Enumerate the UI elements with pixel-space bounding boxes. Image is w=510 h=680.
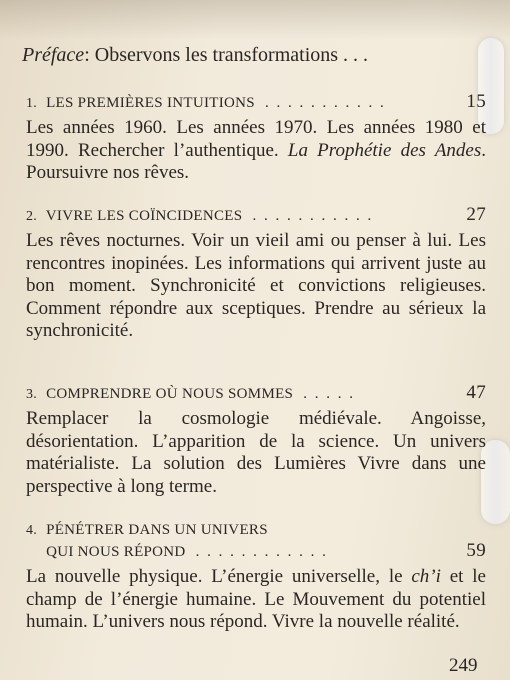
- toc-entry-chapter-1: [26, 91, 486, 185]
- preface-title: : Observons les transformations . . .: [84, 44, 369, 66]
- leader-dots: . . . . .: [303, 386, 356, 402]
- leader-dots: . . . . . . . . . . .: [265, 95, 386, 111]
- chapter-number: 1.: [26, 96, 38, 111]
- chapter-heading: [26, 522, 486, 544]
- chapter-description: Remplacer la cosmologie médiévale. Angoisse, désorientation. L’apparition de la science. Un univers matérialiste. La solution des Lumières Vivre dans une perspective à long terme.: [26, 408, 486, 497]
- page-shadow: [0, 0, 510, 40]
- chapter-description: [26, 117, 486, 185]
- chapter-page-number: 59: [466, 540, 486, 561]
- preface-line: [22, 44, 368, 67]
- chapter-heading: [26, 91, 486, 117]
- chapter-number: 4.: [26, 523, 38, 538]
- toc-entry-chapter-2: [26, 204, 486, 343]
- leader-dots: . . . . . . . . . . .: [252, 208, 374, 224]
- chapter-title: PÉNÉTRER DANS UN UNIVERS: [46, 522, 268, 538]
- description-end: . Poursuivre nos rêves.: [26, 139, 486, 183]
- chapter-description: [26, 566, 486, 634]
- chapter-title-line-2: QUI NOUS RÉPOND: [46, 544, 186, 560]
- chapter-description: Les rêves nocturnes. Voir un vieil ami ou penser à lui. Les rencontres inopinées. Les informations qui arrivent juste au bon moment. Synchronicité et convictions religieuses. Comment répondre aux sceptiques. Prendre au sérieux la synchronicité.: [26, 230, 486, 341]
- description-text: Les années 1960. Les années 1970. Les années 1980 et 1990. Rechercher l’authentique.: [26, 117, 486, 161]
- chapter-page-number: 27: [466, 204, 486, 225]
- chapter-title: LES PREMIÈRES INTUITIONS: [46, 95, 255, 111]
- chapter-number: 2.: [26, 209, 38, 224]
- chapter-title: VIVRE LES COÏNCIDENCES: [45, 208, 243, 224]
- description-start: La nouvelle physique. L’énergie universelle, le: [26, 566, 412, 587]
- preface-label: Préface: [22, 44, 85, 66]
- chapter-heading: [26, 382, 486, 408]
- chapter-number: 3.: [26, 387, 38, 402]
- description-italic: La Prophétie des Andes: [287, 139, 482, 161]
- toc-entry-chapter-4: [26, 522, 486, 634]
- chapter-heading-line-2: [26, 540, 486, 566]
- description-text: et le champ de l’énergie humaine. Le Mouvement du potentiel humain. L’univers nous répond. Vivre la nouvelle réalité.: [26, 566, 486, 632]
- chapter-page-number: 15: [466, 91, 486, 112]
- toc-entry-chapter-3: [26, 382, 486, 498]
- leader-dots: . . . . . . . . . . . .: [195, 544, 328, 560]
- folio-page-number: 249: [449, 655, 478, 676]
- chapter-title: COMPRENDRE OÙ NOUS SOMMES: [46, 386, 294, 402]
- chapter-heading: [26, 204, 486, 230]
- description-italic: ch’i: [411, 566, 441, 587]
- chapter-page-number: 47: [466, 382, 486, 403]
